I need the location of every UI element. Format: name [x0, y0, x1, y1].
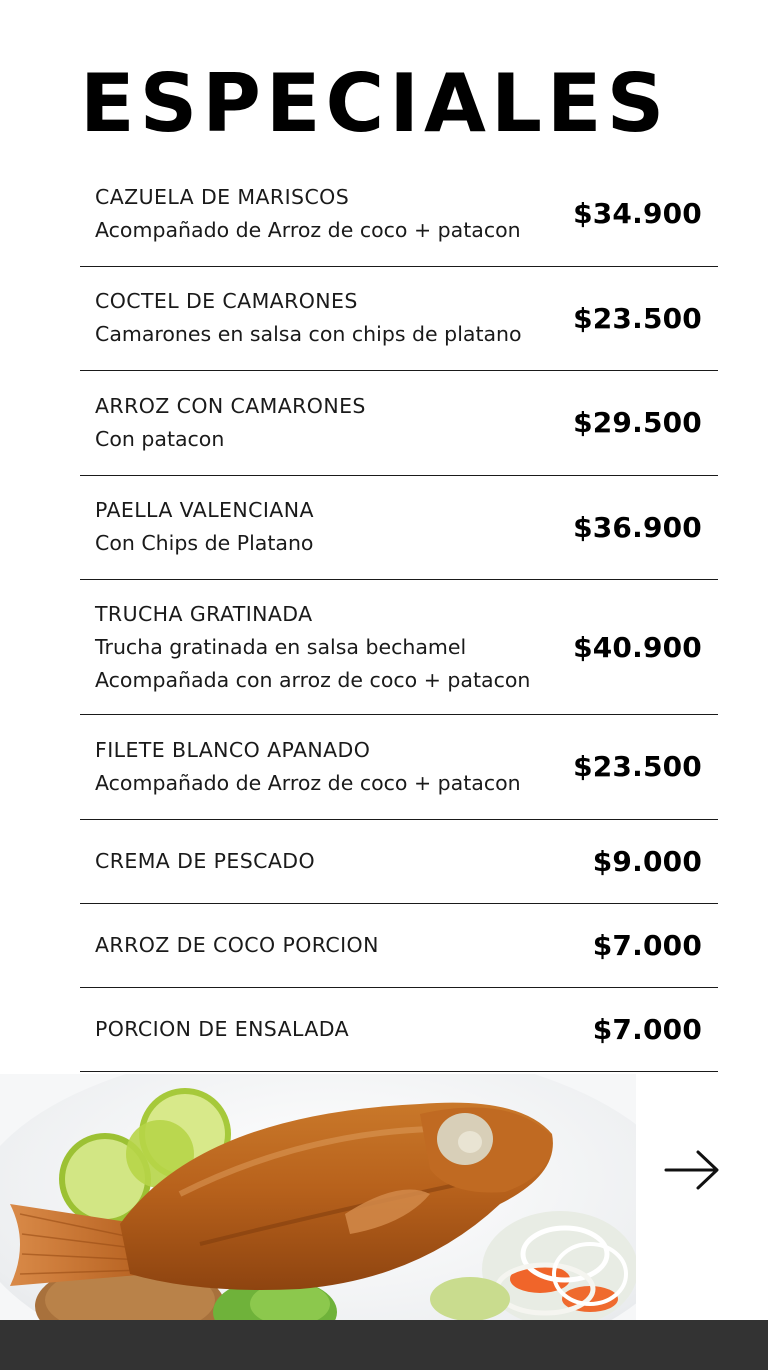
- menu-item-text: [95, 1013, 349, 1046]
- menu-item-name: PAELLA VALENCIANA: [95, 498, 314, 523]
- menu-item-price: $36.900: [573, 510, 702, 544]
- menu-item-text: [95, 390, 366, 456]
- menu-item-description: Acompañado de Arroz de coco + patacon: [95, 217, 521, 242]
- menu-item-name: TRUCHA GRATINADA: [95, 601, 313, 626]
- specials-menu-list: [80, 162, 718, 1072]
- menu-item[interactable]: [80, 715, 718, 820]
- menu-item-text: [95, 494, 314, 560]
- menu-item-name: PORCION DE ENSALADA: [95, 1016, 349, 1041]
- menu-item[interactable]: [80, 988, 718, 1072]
- arrow-right-icon: [662, 1146, 722, 1194]
- menu-item-name: CREMA DE PESCADO: [95, 848, 315, 873]
- menu-item-price: $23.500: [573, 750, 702, 784]
- menu-item-description: Acompañada con arroz de coco + patacon: [95, 667, 531, 692]
- menu-item[interactable]: [80, 904, 718, 988]
- page-title: ESPECIALES: [80, 57, 670, 150]
- menu-item-description: Camarones en salsa con chips de platano: [95, 322, 522, 347]
- menu-item-name: ARROZ CON CAMARONES: [95, 393, 366, 418]
- menu-item[interactable]: [80, 267, 718, 372]
- menu-item-text: [95, 181, 521, 247]
- menu-item-price: $9.000: [592, 844, 702, 878]
- menu-item[interactable]: [80, 476, 718, 581]
- menu-item-text: [95, 845, 315, 878]
- fried-fish-plate-photo: [0, 1074, 636, 1334]
- bottom-bar: [0, 1320, 768, 1370]
- menu-item-text: [95, 285, 522, 351]
- menu-item-name: CAZUELA DE MARISCOS: [95, 184, 350, 209]
- next-arrow-button[interactable]: [662, 1146, 722, 1194]
- menu-item-name: COCTEL DE CAMARONES: [95, 289, 358, 314]
- menu-item-text: [95, 929, 379, 962]
- menu-item-description: Trucha gratinada en salsa bechamel: [95, 634, 467, 659]
- menu-item-description: Con Chips de Platano: [95, 531, 314, 556]
- menu-item[interactable]: [80, 371, 718, 476]
- menu-item-price: $40.900: [573, 630, 702, 664]
- menu-item-price: $29.500: [573, 406, 702, 440]
- menu-item-price: $34.900: [573, 197, 702, 231]
- menu-item-text: [95, 734, 521, 800]
- menu-item[interactable]: [80, 820, 718, 904]
- menu-item-description: Con patacon: [95, 426, 225, 451]
- menu-item[interactable]: [80, 162, 718, 267]
- menu-item-price: $23.500: [573, 301, 702, 335]
- menu-item[interactable]: [80, 580, 718, 715]
- menu-item-text: [95, 598, 530, 697]
- menu-item-name: ARROZ DE COCO PORCION: [95, 932, 379, 957]
- menu-item-price: $7.000: [592, 1012, 702, 1046]
- menu-item-name: FILETE BLANCO APANADO: [95, 737, 371, 762]
- fish-photo-illustration: [0, 1074, 636, 1334]
- menu-item-description: Acompañado de Arroz de coco + patacon: [95, 770, 521, 795]
- menu-item-price: $7.000: [592, 928, 702, 962]
